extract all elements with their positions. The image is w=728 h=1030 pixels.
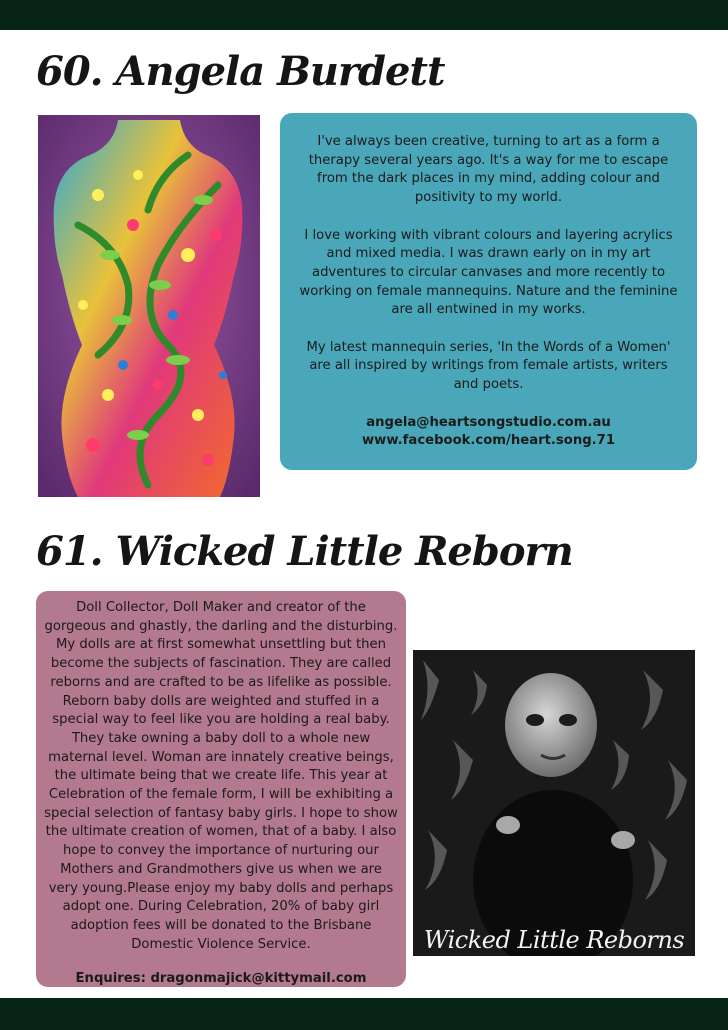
mannequin-artwork-photo	[38, 115, 260, 497]
artist-1-bio-paragraph: My latest mannequin series, 'In the Words of a Women' are all inspired by writings from female artists, writers and poets.	[306, 339, 671, 393]
mannequin-artwork-illustration	[38, 115, 260, 497]
top-band	[0, 0, 728, 30]
reborn-doll-illustration	[413, 650, 695, 956]
artist-1-bio-panel	[280, 113, 697, 470]
reborn-doll-photo	[413, 650, 695, 956]
artist-2-description: Doll Collector, Doll Maker and creator of the gorgeous and ghastly, the darling and the disturbing. My dolls are at first somewhat unsettling but then become the subjects of fascination. They are called reborns and are crafted to be as lifelike as possible. Reborn baby dolls are weighted and stuffed in a special way to feel like you are holding a real baby. They take owning a baby doll to a whole new maternal level. Woman are innately creative beings, the ultimate being that we create life. This year at Celebration of the female form, I will be exhibiting a special selection of fantasy baby girls. I hope to show the ultimate creation of women, that of a baby. I also hope to convey the importance of nurturing our Mothers and Grandmothers give us when we are very young.Please enjoy my baby dolls and perhaps adopt one. During Celebration, 20% of baby girl adoption fees will be donated to the Brisbane Domestic Violence Service.	[44, 600, 398, 952]
artist-2-enquiries: Enquires: dragonmajick@kittymail.com	[75, 971, 367, 987]
artist-2-bio-panel	[36, 591, 406, 987]
bottom-band	[0, 998, 728, 1030]
artist-1-website: www.facebook.com/heart.song.71	[361, 433, 616, 449]
artist-2-heading: 61. Wicked Little Reborn	[36, 528, 573, 575]
artist-1-email: angela@heartsongstudio.com.au	[366, 414, 611, 430]
artist-1-bio-paragraph: I love working with vibrant colours and layering acrylics and mixed media. I was drawn early on in my art adventures to circular canvases and more recently to working on female mannequins. Nature and the feminine are all entwined in my works.	[299, 227, 678, 318]
doll-photo-caption: Wicked Little Reborns	[423, 926, 685, 954]
artist-1-bio-paragraph: I've always been creative, turning to art as a form a therapy several years ago. It's a way for me to escape from the dark places in my mind, adding colour and positivity to my world.	[308, 134, 669, 206]
artist-1-heading: 60. Angela Burdett	[36, 48, 445, 95]
